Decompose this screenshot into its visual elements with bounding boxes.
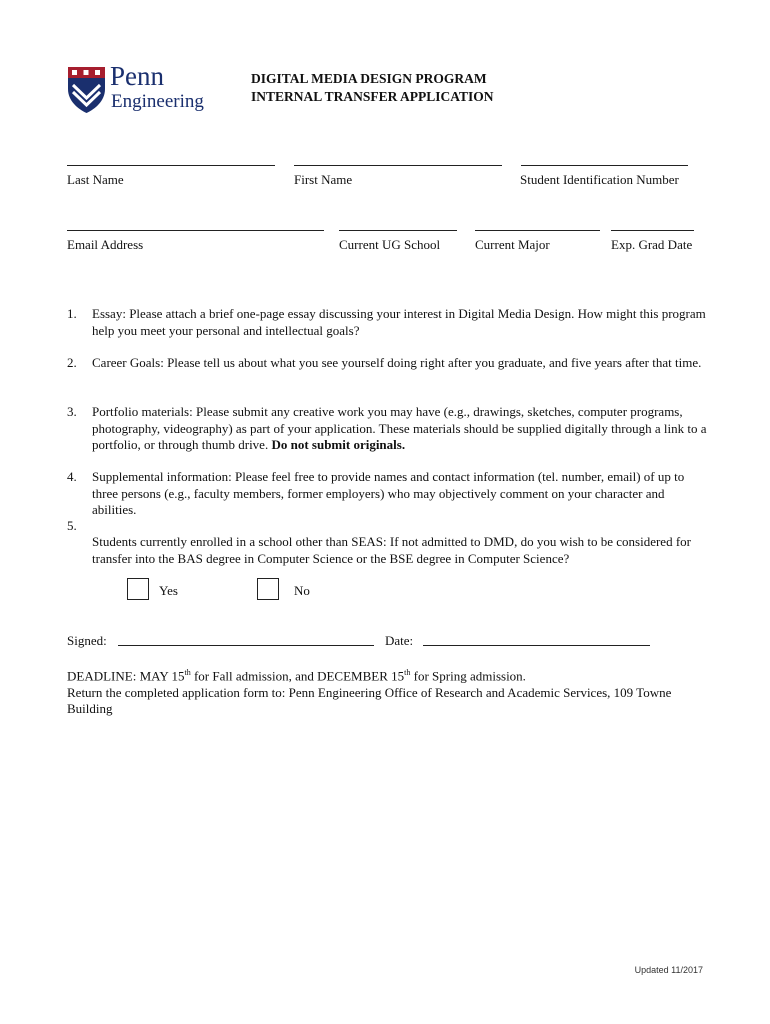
item-number: 2. <box>67 355 77 370</box>
last-name-field[interactable] <box>67 165 275 166</box>
item-text: Supplemental information: Please feel free to provide names and contact information (tel. number, email) of up to three persons (e.g., faculty members, former employers) who may objectively comment on your character and abilities. <box>92 469 685 517</box>
deadline-block <box>67 665 707 718</box>
first-name-label: First Name <box>294 172 353 187</box>
item-bold-note: Do not submit originals. <box>271 437 406 452</box>
item-text-wrap <box>92 404 707 454</box>
current-ug-school-label: Current UG School <box>339 237 441 252</box>
item-text: Career Goals: Please tell us about what you see yourself doing right after you graduate, and five years after that time. <box>92 355 702 370</box>
deadline-sup-2: th <box>404 668 411 677</box>
email-label: Email Address <box>67 237 144 252</box>
item-text: Portfolio materials: Please submit any creative work you may have (e.g., drawings, sketches, computer programs, photography, videography) as part of your application. These materials should be supplied digitally through a link to a portfolio, or through thumb drive. <box>92 404 707 452</box>
current-major-label: Current Major <box>475 237 550 252</box>
current-ug-school-field[interactable] <box>339 230 457 231</box>
title-line-1: DIGITAL MEDIA DESIGN PROGRAM <box>251 71 487 86</box>
updated-date: Updated 11/2017 <box>634 965 703 975</box>
logo-text-engineering: Engineering <box>111 91 204 112</box>
penn-engineering-logo <box>67 61 207 117</box>
title-line-2: INTERNAL TRANSFER APPLICATION <box>251 89 494 104</box>
exp-grad-date-field[interactable] <box>611 230 694 231</box>
first-name-field[interactable] <box>294 165 502 166</box>
item-number: 1. <box>67 306 77 321</box>
no-checkbox[interactable] <box>257 578 279 600</box>
deadline-sup-1: th <box>184 668 191 677</box>
item-number: 3. <box>67 404 77 419</box>
signature-field[interactable] <box>118 645 374 646</box>
item-text: Essay: Please attach a brief one-page essay discussing your interest in Digital Media Design. How might this program help you meet your personal and intellectual goals? <box>92 306 706 338</box>
list-item-transfer <box>67 518 707 567</box>
date-field[interactable] <box>423 645 650 646</box>
yes-label: Yes <box>159 583 178 598</box>
list-item-career-goals <box>67 355 707 372</box>
logo-text-penn: Penn <box>110 61 164 91</box>
signed-label: Signed: <box>67 633 107 648</box>
deadline-prefix: DEADLINE: MAY 15 <box>67 668 185 684</box>
item-number: 5. <box>67 518 77 533</box>
item-number: 4. <box>67 469 77 484</box>
list-item-portfolio <box>67 404 707 454</box>
last-name-label: Last Name <box>67 172 124 187</box>
email-field[interactable] <box>67 230 324 231</box>
date-label: Date: <box>385 633 414 648</box>
student-id-label: Student Identification Number <box>520 172 679 187</box>
list-item-essay <box>67 306 707 339</box>
current-major-field[interactable] <box>475 230 600 231</box>
deadline-suffix: for Spring admission. <box>410 668 526 684</box>
yes-checkbox[interactable] <box>127 578 149 600</box>
list-item-supplemental <box>67 469 707 519</box>
item-text: Students currently enrolled in a school other than SEAS: If not admitted to DMD, do you wish to be considered for transfer into the BAS degree in Computer Science or the BSE degree in Computer Science? <box>92 534 691 566</box>
deadline-middle: for Fall admission, and DECEMBER 15 <box>190 668 405 684</box>
return-instructions: Return the completed application form to: Penn Engineering Office of Research and Academic Services, 109 Towne Building <box>67 684 672 717</box>
deadline-text <box>67 665 707 685</box>
form-title <box>251 70 494 106</box>
exp-grad-date-label: Exp. Grad Date <box>611 237 693 252</box>
student-id-field[interactable] <box>521 165 688 166</box>
no-label: No <box>294 583 310 598</box>
